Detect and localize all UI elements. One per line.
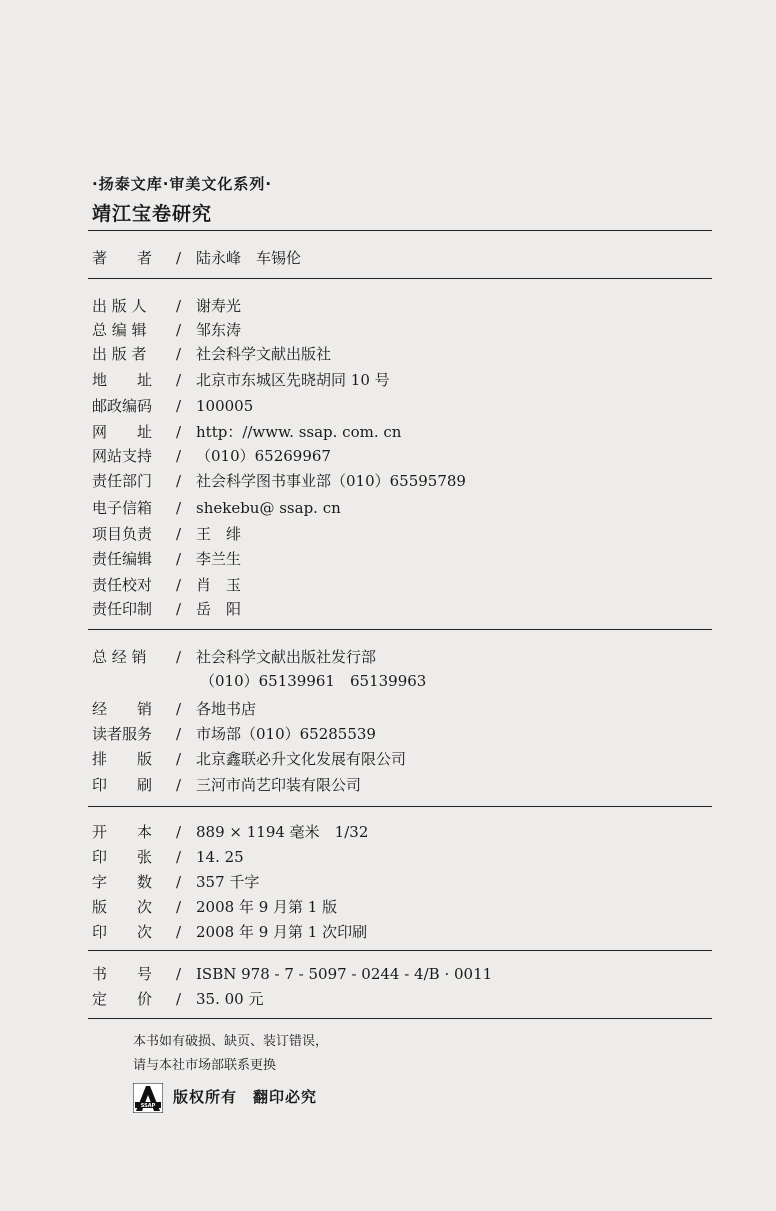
row-label: 定 价 xyxy=(92,990,153,1008)
separator: / xyxy=(176,447,182,465)
separator: / xyxy=(176,321,182,339)
book-title: 靖江宝卷研究 xyxy=(92,203,213,225)
divider xyxy=(88,806,712,807)
ssap-logo-icon xyxy=(133,1083,163,1113)
separator: / xyxy=(176,700,182,718)
separator: / xyxy=(176,525,182,543)
divider xyxy=(88,230,712,231)
series-name: ·扬泰文库·审美文化系列· xyxy=(92,175,273,193)
separator: / xyxy=(176,923,182,941)
row-value: 889 × 1194 毫米 1/32 xyxy=(196,823,369,841)
row-label: 印 次 xyxy=(92,923,153,941)
divider xyxy=(88,950,712,951)
row-value: （010）65269967 xyxy=(196,447,331,465)
row-value: ISBN 978 - 7 - 5097 - 0244 - 4/B · 0011 xyxy=(196,965,493,983)
divider xyxy=(88,278,712,279)
row-value: 各地书店 xyxy=(196,700,257,718)
separator: / xyxy=(176,725,182,743)
row-label: 网站支持 xyxy=(92,447,153,465)
separator: / xyxy=(176,990,182,1008)
info-row xyxy=(92,368,390,392)
notice-line: 本书如有破损、缺页、装订错误， xyxy=(133,1034,329,1049)
separator: / xyxy=(176,776,182,794)
row-value: 北京鑫联必升文化发展有限公司 xyxy=(196,750,407,768)
separator: / xyxy=(176,873,182,891)
separator: / xyxy=(176,397,182,415)
row-label: 邮政编码 xyxy=(92,397,153,415)
row-value: 357 千字 xyxy=(196,873,260,891)
row-label: 书 号 xyxy=(92,965,153,983)
row-label: 地 址 xyxy=(92,371,153,389)
separator: / xyxy=(176,249,182,267)
row-label: 总 编 辑 xyxy=(92,321,147,339)
separator: / xyxy=(176,600,182,618)
info-row xyxy=(92,747,406,771)
row-value: 社会科学文献出版社 xyxy=(196,345,332,363)
info-row xyxy=(92,469,466,493)
row-label: 总 经 销 xyxy=(92,648,147,666)
separator: / xyxy=(176,550,182,568)
separator: / xyxy=(176,823,182,841)
info-row xyxy=(92,294,241,318)
separator: / xyxy=(176,848,182,866)
info-row xyxy=(92,522,241,546)
row-label: 项目负责 xyxy=(92,525,153,543)
row-value: 2008 年 9 月第 1 版 xyxy=(196,898,338,916)
row-label: 电子信箱 xyxy=(92,499,153,517)
row-value: 社会科学文献出版社发行部 xyxy=(196,648,377,666)
info-row xyxy=(92,870,259,894)
info-row xyxy=(92,645,376,669)
info-row xyxy=(92,342,331,366)
info-row xyxy=(92,318,241,342)
info-row xyxy=(92,722,376,746)
author-label: 著 者 xyxy=(92,249,153,267)
distribution-phone: （010）65139961 65139963 xyxy=(200,672,427,690)
info-row xyxy=(92,444,331,468)
row-label: 责任印制 xyxy=(92,600,153,618)
info-row xyxy=(92,820,368,844)
separator: / xyxy=(176,576,182,594)
info-row xyxy=(92,962,492,986)
separator: / xyxy=(176,371,182,389)
row-label: 字 数 xyxy=(92,873,153,891)
divider xyxy=(88,629,712,630)
row-value: 35. 00 元 xyxy=(196,990,264,1008)
info-row xyxy=(92,394,253,418)
row-value: 王 绯 xyxy=(196,525,242,543)
separator: / xyxy=(176,499,182,517)
row-label: 经 销 xyxy=(92,700,153,718)
row-label: 排 版 xyxy=(92,750,153,768)
row-label: 责任校对 xyxy=(92,576,153,594)
author-row xyxy=(92,246,301,270)
row-value: 100005 xyxy=(196,397,254,415)
separator: / xyxy=(176,297,182,315)
info-row xyxy=(92,697,256,721)
row-label: 责任部门 xyxy=(92,472,153,490)
row-value: shekebu@ ssap. cn xyxy=(196,499,341,517)
row-value: 岳 阳 xyxy=(196,600,242,618)
row-value: 北京市东城区先晓胡同 10 号 xyxy=(196,371,390,389)
separator: / xyxy=(176,423,182,441)
row-value: 14. 25 xyxy=(196,848,244,866)
separator: / xyxy=(176,648,182,666)
row-label: 读者服务 xyxy=(92,725,153,743)
row-label: 印 刷 xyxy=(92,776,153,794)
info-row xyxy=(92,895,337,919)
row-label: 出 版 人 xyxy=(92,297,147,315)
row-value: 谢寿光 xyxy=(196,297,242,315)
row-value: 李兰生 xyxy=(196,550,242,568)
row-value: 市场部（010）65285539 xyxy=(196,725,376,743)
info-row xyxy=(92,573,241,597)
row-label: 网 址 xyxy=(92,423,153,441)
row-value: http：//www. ssap. com. cn xyxy=(196,423,402,441)
author-value: 陆永峰 车锡伦 xyxy=(196,249,302,267)
copyright-notice: 版权所有 翻印必究 xyxy=(173,1088,318,1106)
row-value: 三河市尚艺印装有限公司 xyxy=(196,776,362,794)
row-value: 2008 年 9 月第 1 次印刷 xyxy=(196,923,368,941)
separator: / xyxy=(176,472,182,490)
info-row xyxy=(92,773,361,797)
row-label: 开 本 xyxy=(92,823,153,841)
row-label: 印 张 xyxy=(92,848,153,866)
info-row xyxy=(92,547,241,571)
separator: / xyxy=(176,965,182,983)
logo-text: SSAP xyxy=(140,1103,156,1109)
row-value: 社会科学图书事业部（010）65595789 xyxy=(196,472,466,490)
row-value: 肖 玉 xyxy=(196,576,242,594)
separator: / xyxy=(176,345,182,363)
info-row xyxy=(92,845,244,869)
row-label: 版 次 xyxy=(92,898,153,916)
divider xyxy=(88,1018,712,1019)
separator: / xyxy=(176,898,182,916)
row-label: 责任编辑 xyxy=(92,550,153,568)
info-row xyxy=(92,420,401,444)
notice-line: 请与本社市场部联系更换 xyxy=(133,1058,277,1073)
info-row xyxy=(92,597,241,621)
info-row xyxy=(92,987,263,1011)
row-value: 邹东涛 xyxy=(196,321,242,339)
separator: / xyxy=(176,750,182,768)
info-row xyxy=(92,496,341,520)
row-label: 出 版 者 xyxy=(92,345,147,363)
info-row xyxy=(92,920,367,944)
